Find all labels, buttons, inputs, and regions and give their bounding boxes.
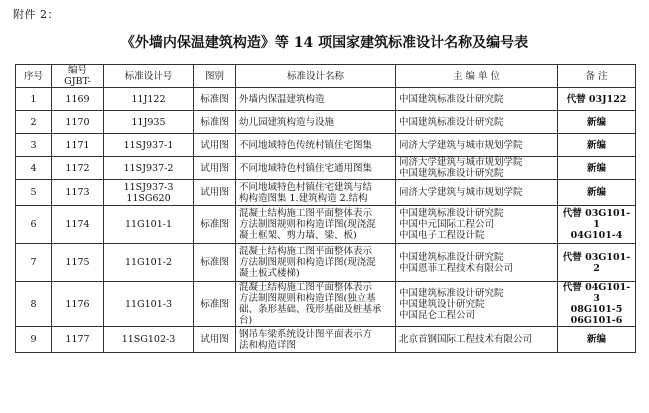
cell-org-line: 中国建筑标准设计研究院: [399, 251, 504, 263]
cell-code: [104, 88, 194, 111]
cell-name: [236, 244, 396, 282]
cell-no: 6: [16, 206, 52, 244]
cell-name-line: 混凝土结构施工图平面整体表示: [239, 282, 373, 293]
cell-name: [236, 134, 396, 157]
cell-name-line: 构构造图集 1.建筑构造 2.结构: [239, 192, 368, 204]
cell-note-line: 代替 03J122: [566, 93, 627, 105]
cell-note: [558, 206, 636, 244]
cell-code-line: 11SJ937-3: [123, 181, 174, 193]
cell-type: 标准图: [194, 282, 236, 327]
cell-note: [558, 327, 636, 353]
cell-org: [396, 206, 558, 244]
cell-name: [236, 327, 396, 353]
cell-name-line: 混凝土结构施工图平面整体表示: [239, 246, 373, 257]
cell-code: [104, 244, 194, 282]
cell-gjbt: 1173: [52, 180, 104, 206]
cell-note: [558, 282, 636, 327]
cell-org: [396, 111, 558, 134]
cell-name-line: 凝土框架、剪力墙、梁、板): [239, 230, 357, 241]
cell-name-line: 方法制图规则和构造详图(现浇混: [239, 257, 376, 268]
table-row: [16, 111, 636, 134]
cell-note-line: 代替 04G101-3: [562, 282, 631, 304]
cell-org-line: 中国恩菲工程技术有限公司: [399, 262, 514, 274]
standards-table: [15, 64, 636, 353]
cell-name-line: 法和构造详图: [239, 339, 297, 351]
cell-type: 试用图: [194, 180, 236, 206]
cell-gjbt: 1169: [52, 88, 104, 111]
document-title: 《外墙内保温建筑构造》等 14 项国家建筑标准设计名称及编号表: [120, 35, 529, 51]
cell-name: [236, 157, 396, 180]
cell-no: 1: [16, 88, 52, 111]
cell-name: [236, 111, 396, 134]
cell-org: [396, 180, 558, 206]
cell-org-line: 同济大学建筑与城市规划学院: [399, 139, 523, 151]
cell-no: 3: [16, 134, 52, 157]
cell-note-line: 代替 03G101-1: [562, 208, 631, 230]
cell-code-line: 11SG102-3: [121, 334, 176, 345]
cell-note-line: 新编: [586, 187, 606, 198]
cell-org-line: 中国建筑设计研究院: [399, 298, 485, 310]
cell-gjbt: 1171: [52, 134, 104, 157]
cell-name-line: 础、条形基础、筏形基础及桩基承: [239, 304, 382, 315]
cell-org: [396, 244, 558, 282]
cell-code: [104, 111, 194, 134]
cell-name-line: 台): [239, 315, 253, 326]
cell-name-line: 混凝土结构施工图平面整体表示: [239, 208, 373, 219]
cell-org: [396, 327, 558, 353]
cell-name-line: 不同地域特色村镇住宅通用图集: [239, 162, 373, 174]
header-no: 序号: [16, 65, 52, 88]
cell-name-line: 不同地域特色传统村镇住宅图集: [239, 139, 373, 151]
cell-name-line: 外墙内保温建筑构造: [239, 93, 325, 105]
cell-org-line: 中国建筑标准设计研究院: [399, 116, 504, 128]
cell-type: 标准图: [194, 88, 236, 111]
cell-type: 试用图: [194, 327, 236, 353]
cell-name-line: 不同地域特色村镇住宅建筑与结: [239, 181, 373, 193]
cell-code: [104, 282, 194, 327]
cell-note-line: 新编: [586, 116, 606, 128]
cell-name-line: 幼儿园建筑构造与设施: [239, 116, 335, 128]
cell-note-line: 08G101-5: [570, 304, 623, 315]
cell-name: [236, 180, 396, 206]
cell-name: [236, 206, 396, 244]
cell-note-line: 新编: [586, 162, 606, 174]
cell-org-line: 中国建筑标准设计研究院: [399, 93, 504, 105]
cell-name-line: 钢吊车梁系统设计图平面表示方: [239, 328, 373, 340]
cell-note: [558, 244, 636, 282]
cell-type: 标准图: [194, 111, 236, 134]
cell-code-line: 11G101-3: [124, 298, 173, 310]
cell-gjbt: 1175: [52, 244, 104, 282]
header-name: 标准设计名称: [236, 65, 396, 88]
cell-no: 5: [16, 180, 52, 206]
cell-note-line: 06G101-6: [570, 315, 623, 326]
cell-code: [104, 206, 194, 244]
cell-gjbt: 1177: [52, 327, 104, 353]
cell-name-line: 方法制图规则和构造详图(独立基: [239, 293, 376, 304]
cell-org: [396, 282, 558, 327]
header-code: 标准设计号: [104, 65, 194, 88]
cell-code-line: 11SJ937-2: [123, 162, 174, 174]
table-row: [16, 327, 636, 353]
cell-no: 2: [16, 111, 52, 134]
cell-org-line: 中国中元国际工程公司: [399, 219, 495, 230]
cell-gjbt: 1174: [52, 206, 104, 244]
cell-code: [104, 327, 194, 353]
cell-no: 8: [16, 282, 52, 327]
cell-type: 标准图: [194, 206, 236, 244]
cell-name: [236, 88, 396, 111]
cell-note: [558, 157, 636, 180]
cell-gjbt: 1172: [52, 157, 104, 180]
header-gjbt: 编号 GJBT-: [52, 65, 104, 88]
table-row: [16, 157, 636, 180]
cell-note-line: 04G101-4: [570, 230, 623, 241]
cell-org-line: 同济大学建筑与城市规划学院: [399, 157, 523, 168]
cell-org-line: 中国建筑标准设计研究院: [399, 168, 504, 179]
header-type: 图别: [194, 65, 236, 88]
cell-type: 试用图: [194, 134, 236, 157]
cell-org: [396, 134, 558, 157]
cell-org: [396, 157, 558, 180]
cell-code-line: 11SG620: [126, 192, 171, 204]
cell-type: 试用图: [194, 157, 236, 180]
cell-note-line: 代替 03G101-2: [562, 251, 631, 274]
cell-note-line: 新编: [586, 139, 606, 151]
cell-code-line: 11G101-2: [124, 257, 173, 268]
cell-code: [104, 180, 194, 206]
cell-note: [558, 134, 636, 157]
cell-code-line: 11J935: [131, 116, 166, 128]
cell-org-line: 中国建筑标准设计研究院: [399, 208, 504, 219]
cell-no: 4: [16, 157, 52, 180]
cell-name: [236, 282, 396, 327]
table-row: [16, 244, 636, 282]
cell-org-line: 同济大学建筑与城市规划学院: [399, 187, 523, 198]
cell-gjbt: 1170: [52, 111, 104, 134]
cell-code-line: 11G101-1: [124, 219, 173, 230]
table-row: [16, 134, 636, 157]
cell-note: [558, 88, 636, 111]
cell-org-line: 中国电子工程设计院: [399, 230, 485, 241]
cell-no: 7: [16, 244, 52, 282]
table-row: [16, 282, 636, 327]
cell-gjbt: 1176: [52, 282, 104, 327]
cell-org-line: 北京首钢国际工程技术有限公司: [399, 334, 533, 345]
cell-code: [104, 134, 194, 157]
attachment-label: 附件 2：: [13, 8, 59, 21]
cell-org-line: 中国昆仑工程公司: [399, 309, 476, 321]
cell-org-line: 中国建筑标准设计研究院: [399, 287, 504, 299]
table-row: [16, 180, 636, 206]
cell-name-line: 凝土板式楼梯): [239, 268, 300, 279]
cell-name-line: 方法制图规则和构造详图(现浇混: [239, 219, 376, 230]
cell-type: 标准图: [194, 244, 236, 282]
cell-no: 9: [16, 327, 52, 353]
cell-code-line: 11SJ937-1: [123, 139, 174, 151]
cell-note: [558, 180, 636, 206]
cell-note-line: 新编: [586, 334, 606, 345]
cell-note: [558, 111, 636, 134]
table-row: [16, 88, 636, 111]
header-org: 主 编 单 位: [396, 65, 558, 88]
header-note: 备 注: [558, 65, 636, 88]
table-row: [16, 206, 636, 244]
cell-org: [396, 88, 558, 111]
table-header-row: [16, 65, 636, 88]
cell-code-line: 11J122: [131, 93, 166, 105]
cell-code: [104, 157, 194, 180]
